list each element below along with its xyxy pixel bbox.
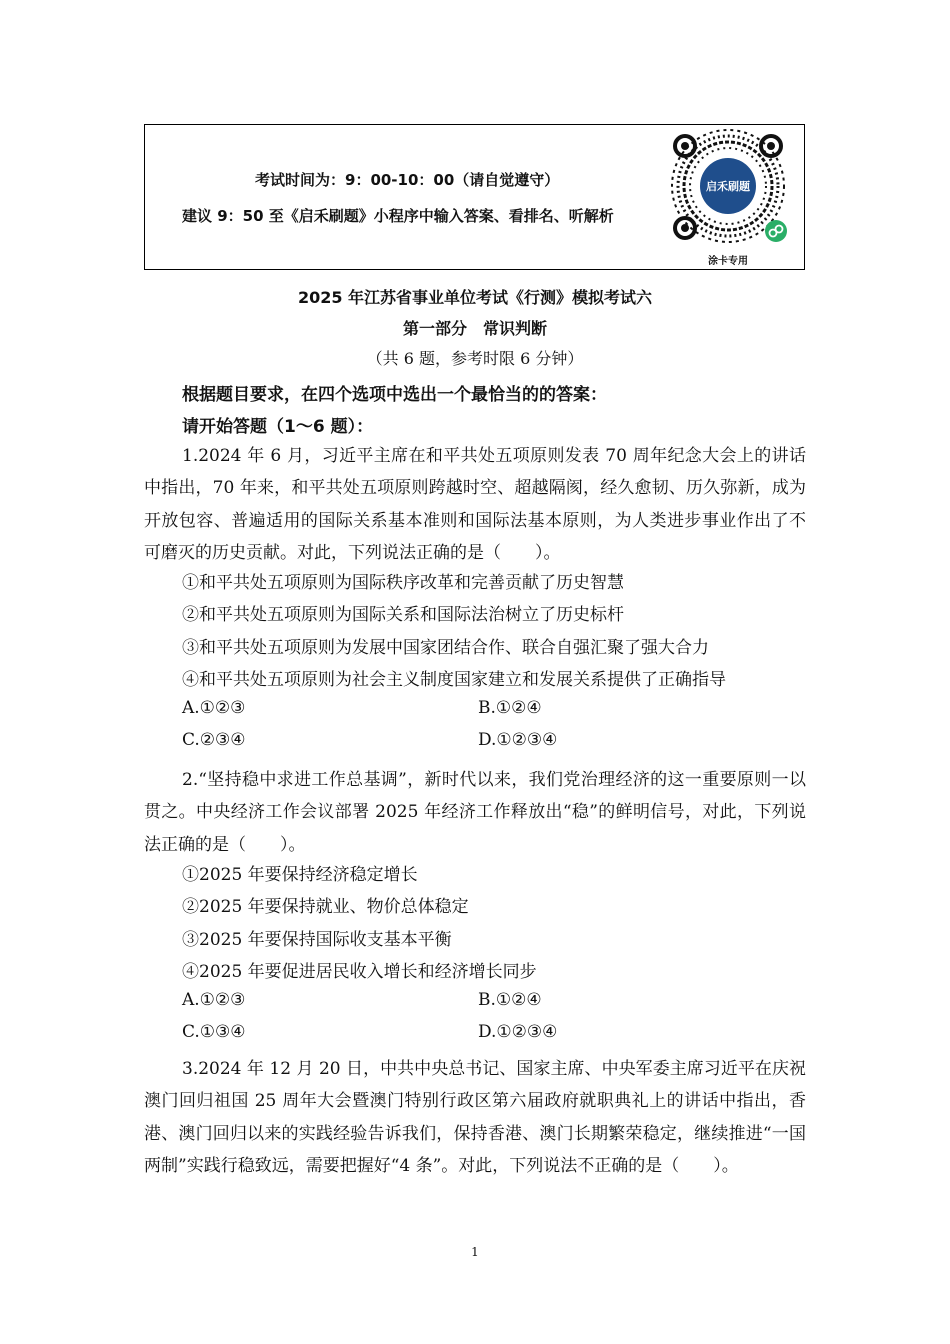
exam-notice-box xyxy=(144,124,805,270)
question-1-choice-c[interactable]: C.②③④ xyxy=(182,730,246,750)
question-2-choice-d[interactable]: D.①②③④ xyxy=(478,1022,558,1042)
instruction-text: 根据题目要求，在四个选项中选出一个最恰当的的答案： xyxy=(182,385,607,405)
exam-time-text: 考试时间为：9：00-10：00（请自觉遵守） xyxy=(255,171,560,189)
start-prompt: 请开始答题（1～6 题）： xyxy=(182,417,374,437)
question-2-statement: ①2025 年要保持经济稳定增长 xyxy=(182,865,418,885)
question-1-statement: ①和平共处五项原则为国际秩序改革和完善贡献了历史智慧 xyxy=(182,573,624,593)
question-2-choice-b[interactable]: B.①②④ xyxy=(478,990,542,1010)
question-2-choice-c[interactable]: C.①③④ xyxy=(182,1022,246,1042)
question-2-statement: ③2025 年要保持国际收支基本平衡 xyxy=(182,930,452,950)
question-1-statement: ③和平共处五项原则为发展中国家团结合作、联合自强汇聚了强大合力 xyxy=(182,638,709,658)
question-3-stem: 3.2024 年 12 月 20 日，中共中央总书记、国家主席、中央军委主席习近平在庆祝澳门回归祖国 25 周年大会暨澳门特别行政区第六届政府就职典礼上的讲话中指出，香港、澳门回归以来的实践经验告诉我们，保持香港、澳门长期繁荣稳定，继续推进“一国两制”实践行稳致远，需要把握好“4 条”。对此，下列说法不正确的是（ ）。 xyxy=(144,1059,806,1177)
question-2-statement: ④2025 年要促进居民收入增长和经济增长同步 xyxy=(182,962,537,982)
qr-code[interactable] xyxy=(663,128,793,268)
question-2-statement: ②2025 年要保持就业、物价总体稳定 xyxy=(182,897,469,917)
question-1-statement: ②和平共处五项原则为国际关系和国际法治树立了历史标杆 xyxy=(182,605,624,625)
question-2-stem: 2.“坚持稳中求进工作总基调”，新时代以来，我们党治理经济的这一重要原则一以贯之。中央经济工作会议部署 2025 年经济工作释放出“稳”的鲜明信号，对此，下列说法正确的是（ ）。 xyxy=(144,770,806,855)
qr-code-icon xyxy=(663,128,793,250)
question-1-statement: ④和平共处五项原则为社会主义制度国家建立和发展关系提供了正确指导 xyxy=(182,670,726,690)
question-1-choice-a[interactable]: A.①②③ xyxy=(182,698,246,718)
question-1-choice-d[interactable]: D.①②③④ xyxy=(478,730,558,750)
qr-caption: 涂卡专用 xyxy=(708,256,748,267)
section-title: 第一部分 常识判断 xyxy=(402,319,547,338)
page-number: 1 xyxy=(471,1245,479,1259)
question-1-choice-b[interactable]: B.①②④ xyxy=(478,698,542,718)
qr-logo-text: 启禾刷题 xyxy=(706,180,750,193)
suggestion-text: 建议 9：50 至《启禾刷题》小程序中输入答案、看排名、听解析 xyxy=(182,207,614,225)
exam-title: 2025 年江苏省事业单位考试《行测》模拟考试六 xyxy=(297,288,653,307)
question-1-stem: 1.2024 年 6 月，习近平主席在和平共处五项原则发表 70 周年纪念大会上的讲话中指出，70 年来，和平共处五项原则跨越时空、超越隔阂，经久愈韧、历久弥新，成为开放包容、普遍适用的国际关系基本准则和国际法基本原则，为人类进步事业作出了不可磨灭的历史贡献。对此，下列说法正确的是（ ）。 xyxy=(144,446,806,564)
section-subtitle: （共 6 题，参考时限 6 分钟） xyxy=(366,349,584,368)
question-2-choice-a[interactable]: A.①②③ xyxy=(182,990,246,1010)
